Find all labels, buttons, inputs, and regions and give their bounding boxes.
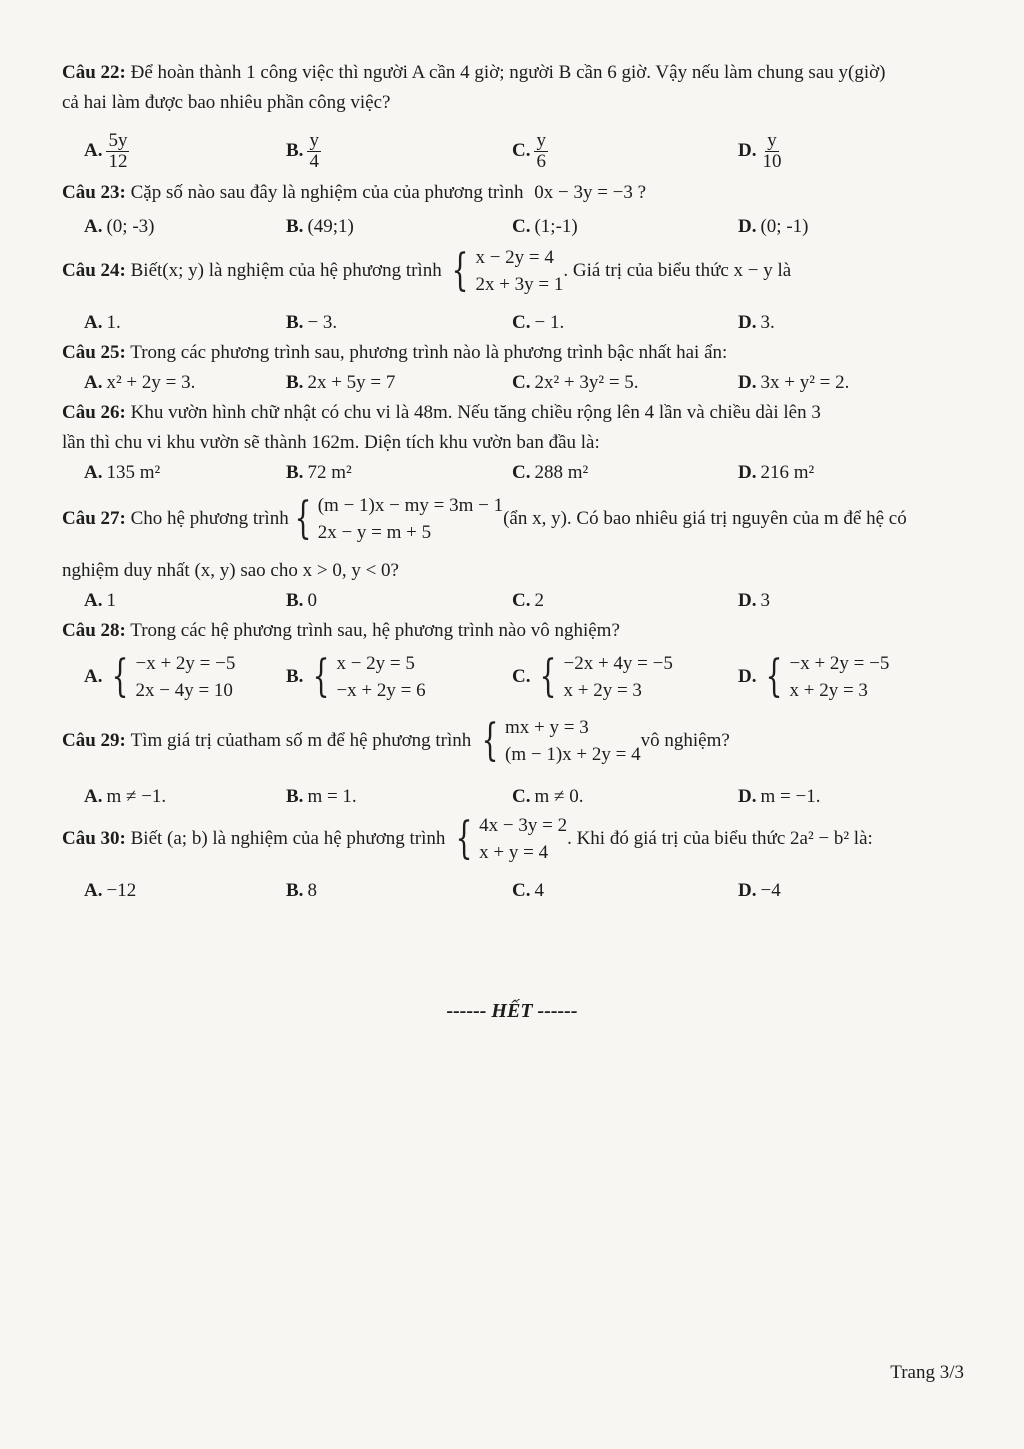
equation-system <box>760 650 889 704</box>
option-value: m ≠ −1. <box>106 786 167 807</box>
option-value: m ≠ 0. <box>534 786 584 807</box>
question-label: Câu 26: <box>62 402 126 423</box>
options-27 <box>84 584 964 618</box>
option-value: (49;1) <box>307 216 354 237</box>
option-letter: D. <box>738 462 757 483</box>
equation-line: 2x − 4y = 10 <box>135 680 233 701</box>
question-text: nghiệm duy nhất (x, y) sao cho x > 0, y < 0? <box>62 560 399 581</box>
denominator: 6 <box>536 150 546 172</box>
equation-line: 4x − 3y = 2 <box>479 815 568 836</box>
option-value: (0; -3) <box>106 216 155 237</box>
question-text: Cho hệ phương trình <box>130 508 289 529</box>
equation-line: x + 2y = 3 <box>563 680 642 701</box>
question-text: (ẩn x, y). Có bao nhiêu giá trị nguyên của m để hệ có <box>503 508 907 529</box>
option-c[interactable] <box>512 584 544 618</box>
question-label: Câu 23: <box>62 182 126 203</box>
option-letter: C. <box>512 372 531 393</box>
options-28 <box>84 646 964 708</box>
option-letter: B. <box>286 786 304 807</box>
equation-line: x + 2y = 3 <box>789 680 868 701</box>
equation-line: −x + 2y = 6 <box>336 680 426 701</box>
question-text: Để hoàn thành 1 công việc thì người A cần 4 giờ; người B cần 6 giờ. Vậy nếu làm chung sau y(giờ) <box>130 62 886 83</box>
option-a[interactable] <box>84 306 121 340</box>
option-c[interactable] <box>512 456 588 490</box>
option-letter: A. <box>84 140 103 161</box>
option-d[interactable] <box>738 306 775 340</box>
option-letter: C. <box>512 880 531 901</box>
options-24 <box>84 306 964 340</box>
equation-system <box>446 244 563 298</box>
options-26 <box>84 456 964 490</box>
option-value: 1 <box>106 590 116 611</box>
fraction <box>106 131 129 172</box>
option-b[interactable] <box>286 646 426 708</box>
option-value: −4 <box>760 880 781 901</box>
option-letter: A. <box>84 372 103 393</box>
option-b[interactable] <box>286 366 395 400</box>
option-letter: D. <box>738 372 757 393</box>
equation-system <box>307 650 425 704</box>
option-d[interactable] <box>738 210 809 244</box>
option-value: 3. <box>760 312 775 333</box>
equation: 0x − 3y = −3 ? <box>534 182 647 203</box>
equation-system <box>450 812 567 866</box>
question-30 <box>62 812 972 866</box>
denominator: 10 <box>762 150 782 172</box>
option-value: 8 <box>307 880 317 901</box>
option-value: − 3. <box>307 312 338 333</box>
equation-system <box>106 650 235 704</box>
question-22 <box>62 58 972 118</box>
equation-system <box>534 650 672 704</box>
option-d[interactable] <box>738 874 781 908</box>
question-label: Câu 24: <box>62 260 126 281</box>
equation-line: mx + y = 3 <box>505 717 589 738</box>
equation-line: (m − 1)x − my = 3m − 1 <box>317 495 504 516</box>
option-letter: C. <box>512 140 531 161</box>
brace-icon: { <box>540 651 557 702</box>
question-25 <box>62 338 972 368</box>
option-a[interactable] <box>84 584 116 618</box>
option-a[interactable] <box>84 646 235 708</box>
option-letter: C. <box>512 312 531 333</box>
option-value: 135 m² <box>106 462 161 483</box>
option-value: x² + 2y = 3. <box>106 372 196 393</box>
option-letter: C. <box>512 786 531 807</box>
options-22 <box>84 128 964 174</box>
option-value: 4 <box>534 880 544 901</box>
option-letter: A. <box>84 666 103 687</box>
question-label: Câu 28: <box>62 620 126 641</box>
question-23 <box>62 178 972 208</box>
brace-icon: { <box>112 651 129 702</box>
question-label: Câu 25: <box>62 342 126 363</box>
question-text: Trong các phương trình sau, phương trình nào là phương trình bậc nhất hai ẩn: <box>130 342 728 363</box>
equation-system <box>289 492 503 546</box>
option-d[interactable] <box>738 584 770 618</box>
question-text: . Khi đó giá trị của biểu thức 2a² − b² là: <box>567 828 873 849</box>
option-c[interactable] <box>512 366 639 400</box>
numerator: 5y <box>108 129 128 151</box>
brace-icon: { <box>766 651 783 702</box>
fraction <box>307 131 321 172</box>
option-a[interactable] <box>84 874 136 908</box>
option-value: −12 <box>106 880 137 901</box>
option-value: 3 <box>760 590 770 611</box>
option-b[interactable] <box>286 128 321 174</box>
question-label: Câu 29: <box>62 730 126 751</box>
option-value: 2 <box>534 590 544 611</box>
option-letter: D. <box>738 590 757 611</box>
option-letter: D. <box>738 312 757 333</box>
option-d[interactable] <box>738 366 849 400</box>
option-c[interactable] <box>512 780 583 814</box>
option-letter: A. <box>84 880 103 901</box>
option-a[interactable] <box>84 210 155 244</box>
option-letter: B. <box>286 666 304 687</box>
option-b[interactable] <box>286 874 317 908</box>
option-letter: B. <box>286 462 304 483</box>
option-a[interactable] <box>84 780 166 814</box>
option-c[interactable] <box>512 306 564 340</box>
option-letter: A. <box>84 590 103 611</box>
option-d[interactable] <box>738 128 783 174</box>
fraction <box>534 131 548 172</box>
denominator: 4 <box>309 150 319 172</box>
option-letter: C. <box>512 590 531 611</box>
option-letter: B. <box>286 140 304 161</box>
option-letter: A. <box>84 216 103 237</box>
equation-line: (m − 1)x + 2y = 4 <box>505 744 641 765</box>
equation-line: x − 2y = 5 <box>336 653 415 674</box>
question-26 <box>62 398 972 458</box>
option-b[interactable] <box>286 210 354 244</box>
page-number: Trang 3/3 <box>890 1362 964 1383</box>
option-c[interactable] <box>512 646 673 708</box>
question-label: Câu 27: <box>62 508 126 529</box>
options-30 <box>84 874 964 908</box>
option-value: 1. <box>106 312 121 333</box>
equation-line: −2x + 4y = −5 <box>563 653 673 674</box>
question-text: Cặp số nào sau đây là nghiệm của của phương trình <box>130 182 524 203</box>
equation-line: x − 2y = 4 <box>475 247 554 268</box>
option-b[interactable] <box>286 306 337 340</box>
option-letter: B. <box>286 216 304 237</box>
equation-line: 2x − y = m + 5 <box>317 522 432 543</box>
option-value: 0 <box>307 590 317 611</box>
question-text: . Giá trị của biểu thức x − y là <box>563 260 792 281</box>
option-value: m = −1. <box>760 786 821 807</box>
denominator: 12 <box>108 150 128 172</box>
question-text: Biết(x; y) là nghiệm của hệ phương trình <box>130 260 442 281</box>
option-d[interactable] <box>738 646 889 708</box>
question-text: lần thì chu vi khu vườn sẽ thành 162m. Diện tích khu vườn ban đầu là: <box>62 432 600 453</box>
option-letter: A. <box>84 786 103 807</box>
options-23 <box>84 210 964 244</box>
option-letter: A. <box>84 312 103 333</box>
option-letter: B. <box>286 312 304 333</box>
option-letter: A. <box>84 462 103 483</box>
option-b[interactable] <box>286 780 357 814</box>
option-letter: B. <box>286 372 304 393</box>
brace-icon: { <box>313 651 330 702</box>
question-label: Câu 30: <box>62 828 126 849</box>
option-value: 288 m² <box>534 462 589 483</box>
option-c[interactable] <box>512 128 548 174</box>
fraction <box>760 131 783 172</box>
question-text: Tìm giá trị củatham số m để hệ phương trình <box>130 730 472 751</box>
option-letter: D. <box>738 140 757 161</box>
option-a[interactable] <box>84 456 160 490</box>
option-c[interactable] <box>512 210 578 244</box>
option-value: − 1. <box>534 312 565 333</box>
question-24 <box>62 244 972 298</box>
equation-line: x + y = 4 <box>479 842 549 863</box>
option-value: (1;-1) <box>534 216 578 237</box>
option-value: 216 m² <box>760 462 815 483</box>
equation-line: −x + 2y = −5 <box>789 653 890 674</box>
numerator: y <box>536 129 546 151</box>
option-letter: D. <box>738 216 757 237</box>
question-28 <box>62 616 972 646</box>
option-a[interactable] <box>84 366 195 400</box>
option-letter: B. <box>286 590 304 611</box>
option-letter: D. <box>738 786 757 807</box>
brace-icon: { <box>455 813 473 864</box>
option-value: 2x² + 3y² = 5. <box>534 372 639 393</box>
option-d[interactable] <box>738 456 814 490</box>
option-letter: C. <box>512 666 531 687</box>
option-letter: D. <box>738 880 757 901</box>
question-text: Biết (a; b) là nghiệm của hệ phương trình <box>130 828 446 849</box>
option-value: (0; -1) <box>760 216 809 237</box>
option-b[interactable] <box>286 584 317 618</box>
question-27-continued <box>62 556 972 586</box>
options-25 <box>84 366 964 400</box>
question-text: Khu vườn hình chữ nhật có chu vi là 48m. Nếu tăng chiều rộng lên 4 lần và chiều dài lên 3 <box>130 402 821 423</box>
question-27 <box>62 492 972 546</box>
question-text: cả hai làm được bao nhiêu phần công việc? <box>62 92 391 113</box>
option-value: 3x + y² = 2. <box>760 372 850 393</box>
option-letter: C. <box>512 216 531 237</box>
option-value: 72 m² <box>307 462 352 483</box>
option-letter: B. <box>286 880 304 901</box>
question-label: Câu 22: <box>62 62 126 83</box>
option-letter: C. <box>512 462 531 483</box>
end-marker: ------ HẾT ------ <box>446 1000 578 1022</box>
question-text: Trong các hệ phương trình sau, hệ phương trình nào vô nghiệm? <box>130 620 620 641</box>
option-b[interactable] <box>286 456 352 490</box>
numerator: y <box>309 129 319 151</box>
options-29 <box>84 780 964 814</box>
option-c[interactable] <box>512 874 544 908</box>
option-a[interactable] <box>84 128 129 174</box>
equation-line: 2x + 3y = 1 <box>475 274 564 295</box>
numerator: y <box>767 129 777 151</box>
question-29 <box>62 714 972 768</box>
question-text: vô nghiệm? <box>640 730 730 751</box>
brace-icon: { <box>481 715 499 766</box>
option-letter: D. <box>738 666 757 687</box>
equation-line: −x + 2y = −5 <box>135 653 236 674</box>
brace-icon: { <box>452 245 469 296</box>
option-value: m = 1. <box>307 786 357 807</box>
equation-system <box>476 714 641 768</box>
option-d[interactable] <box>738 780 820 814</box>
brace-icon: { <box>294 493 312 544</box>
option-value: 2x + 5y = 7 <box>307 372 396 393</box>
